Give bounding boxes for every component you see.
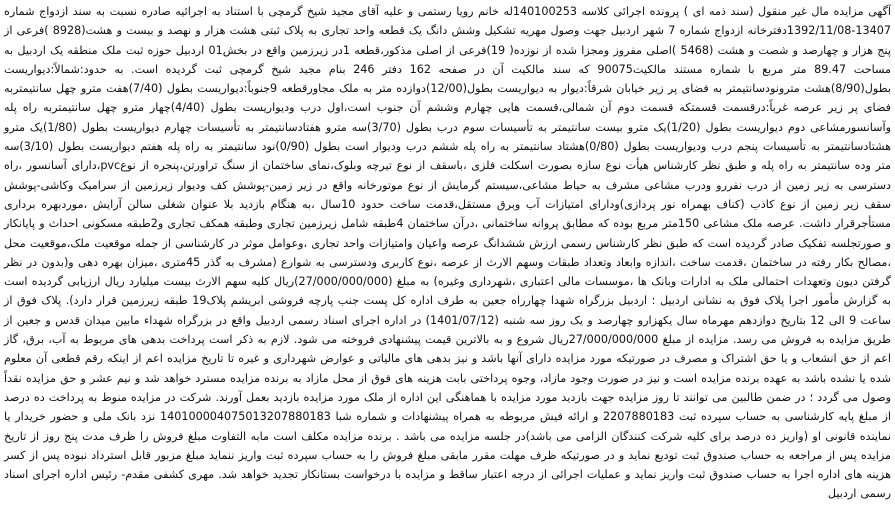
auction-notice-text: آگهی مزایده مال غیر منقول (سند ذمه ای ) پرونده اجرائی کلاسه 140100253له خانم رویا رستمی و علیه آقای مجید شیخ گرمچی با استناد به اجرائیه صادره نسبت به سند ازدواج شماره 13407-1392/11/08دفترخانه ازدواج شماره 7 شهر اردبیل جهت وصول مهریه تشکیل وشش دانگ یک قطعه واحد تجاری به پلاک ثبتی هشت هزار و نهصد و بیست و هشت(8928 )فرعی از پنج هزار و چهارصد و شصت و هشت (5468 )اصلی مفروز ومجزا شده از نوزده( 19)فرعی از اصلی مذکور،قطعه 1در زیرزمین واقع در بخش01 اردبیل حوزه ثبت ملک منطقه یک اردبیل به مساحت 89.47 متر مربع با شماره مستند مالکیت90075 که سند مالکیت آن در صفحه 162 دفتر 246 بنام مجید شیخ گرمچی ثبت گردیده است. به حدود:شمالاً:دیواریست بطول(8/90)هشت مترونودسانتیمتر به فضای پر زیر خیابان شرقاً:دیوار به دیواریست بطول(12/00)دوازده متر به ملک مجاورقطعه 9جنوباً:دیواریست بطول (7/40)هفت مترو چهل سانتیمتربه فضای پر زیر عرصه غرباً:درقسمت قسمتکه قسمت دوم آن شمالی،قسمت هایی چهارم وششم آن جنوب است،اول درب ودیواریست بطول (4/40)چهار مترو چهل سانتیمتربه راه پله وآسانسورمشاعی دوم دیواریست بطول (1/20)یک مترو بیست سانتیمتر به تأسیسات سوم درب بطول (3/70)سه مترو هفتادسانتیمتر به تأسیسات چهارم دیواریست بطول (1/80)یک مترو هشتادسانتیمتر به تأسیسات پنجم درب ودیواریست بطول (0/80)هشتاد سانتیمتر به راه پله ششم درب ودیوار است بطول (0/90)نود سانتیمتر به راه پله هفتم دیواریست بطول (3/10)سه متر وده سانتیمتر به راه پله و طبق نظر کارشناس هیأت نوع سازه بصورت اسکلت فلزی ،باسقف از نوع تیرچه وبلوک،نمای ساختمان از سنگ تراورتن،پنجره از نوعpvc،دارای آسانسور ،راه دسترسی به زیر زمین از درب نفررو ودرب مشاعی مشرف به حیاط مشاعی،سیستم گرمایش از نوع موتورخانه واقع در زیر زمین-پوشش کف ودیوار زیرزمین از سرامیک وکاشی-پوشش سقف زیر زمین از نوع کاذب (کناف بهمراه نور پردازی)ودارای امتیازات آب وبرق مستقل،قدمت ساخت حدود 10سال ،به هنگام بازدید بلا عنوان شغلی سالن آرایش ،موردبهره برداری مستأجرقرار داشت. عرصه ملک مشاعی 150متر مربع بوده که مطابق پروانه ساختمانی ،درآن ساختمان 4طبقه شامل زیرزمین تجاری وطبقه همکف تجاری و2طبقه مسکونی احداث و پایانکار و صورتجلسه تفکیک صادر گردیده است که طبق نظر کارشناس رسمی ارزش ششدانگ عرصه واعیان وامتیازات واحد تجاری ،وعوامل موثر در کارشناسی از جمله موقعیت ملک،موقعیت محل ،مصالح بکار رفته در ساختمان ،قدمت ساخت ،اندازه وابعاد وتعداد طبقات وسهم الارث از عرصه ،نوع کاربری ودسترسی به شوارع (مشرف به گذر 45متری ،میزان بهره دهی و(بدون در نظر گرفتن دیون وتعهدات احتمالی ملک به ادارات وبانک ها ،موسسات مالی اعتباری ،شهرداری وغیره) به مبلغ (27/000/000/000)ریال کلیه سهم الارث بیست میلیارد ریال ارزیابی گردیده است به گزارش مأمور اجرا پلاک فوق به نشانی اردبیل : اردبیل بزرگراه شهدا چهارراه جعین به طرف اداره کل پست جنب پارچه فروشی ابریشم پلاک19 طبقه زیرزمین قرار دارد). پلاک فوق از ساعت 9 الی 12 بتاریخ دوازدهم مهرماه سال یکهزارو چهارصد و یک روز سه شنبه (1401/07/12) در اداره اجرای اسناد رسمی اردبیل واقع در بزرگراه شهداء مابین میدان قدس و جعین از طریق مزایده به فروش می رسد. مزایده از مبلغ 27/000/000/000ریال شروع و به بالاترین قیمت پیشنهادی فروخته می شود. لازم به ذکر است پرداخت بدهی های مربوط به آب، برق، گاز اعم از حق انشعاب و یا حق اشتراک و مصرف در صورتیکه مورد مزایده دارای آنها باشد و نیز بدهی های مالیاتی و عوارض شهرداری و غیره تا تاریخ مزایده اعم از اینکه رقم قطعی آن معلوم شده یا نشده باشد به عهده برنده مزایده است و نیز در صورت وجود مازاد، وجوه پرداختی بابت هزینه های فوق از محل مازاد به برنده مزایده مسترد خواهد شد و نیم عشر و حق مزایده نقداً وصول می گردد ؛ در ضمن طالبین می توانند تا روز مزایده جهت بازدید مورد مزایده با هماهنگی این اداره از ملک مورد مزایده بازدید بعمل آورند. شرکت در مزایده منوط به پرداخت ده درصد از مبلغ پایه کارشناسی به حساب سپرده ثبت 2207880183 و ارائه فیش مربوطه به همراه پیشنهادات و شماره شبا 140100004075013207880183 نزد بانک ملی و حضور خریدار یا نماینده قانونی او (واریز ده درصد برای کلیه شرکت کنندگان الزامی می باشد)در جلسه مزایده می باشد . برنده مزایده مکلف است مابه التفاوت مبلغ فروش را ظرف مدت پنج روز از تاریخ مزایده پس از مراجعه به حساب صندوق ثبت تودیع نماید و در صورتیکه ظرف مهلت مقرر مابقی مبلغ فروش را به حساب سپرده ثبت واریز ننماید مبلغ مزبور قابل استرداد نبوده پس از کسر هزینه های اداره اجرا به حساب صندوق ثبت واریز نماید و عملیات اجرائی از درجه اعتبار ساقط و مزایده با درخواست بستانکار تجدید خواهد شد. مهری کشفی مقدم- رئیس اداره اجرای اسناد رسمی اردبیل <box>4 5 892 501</box>
